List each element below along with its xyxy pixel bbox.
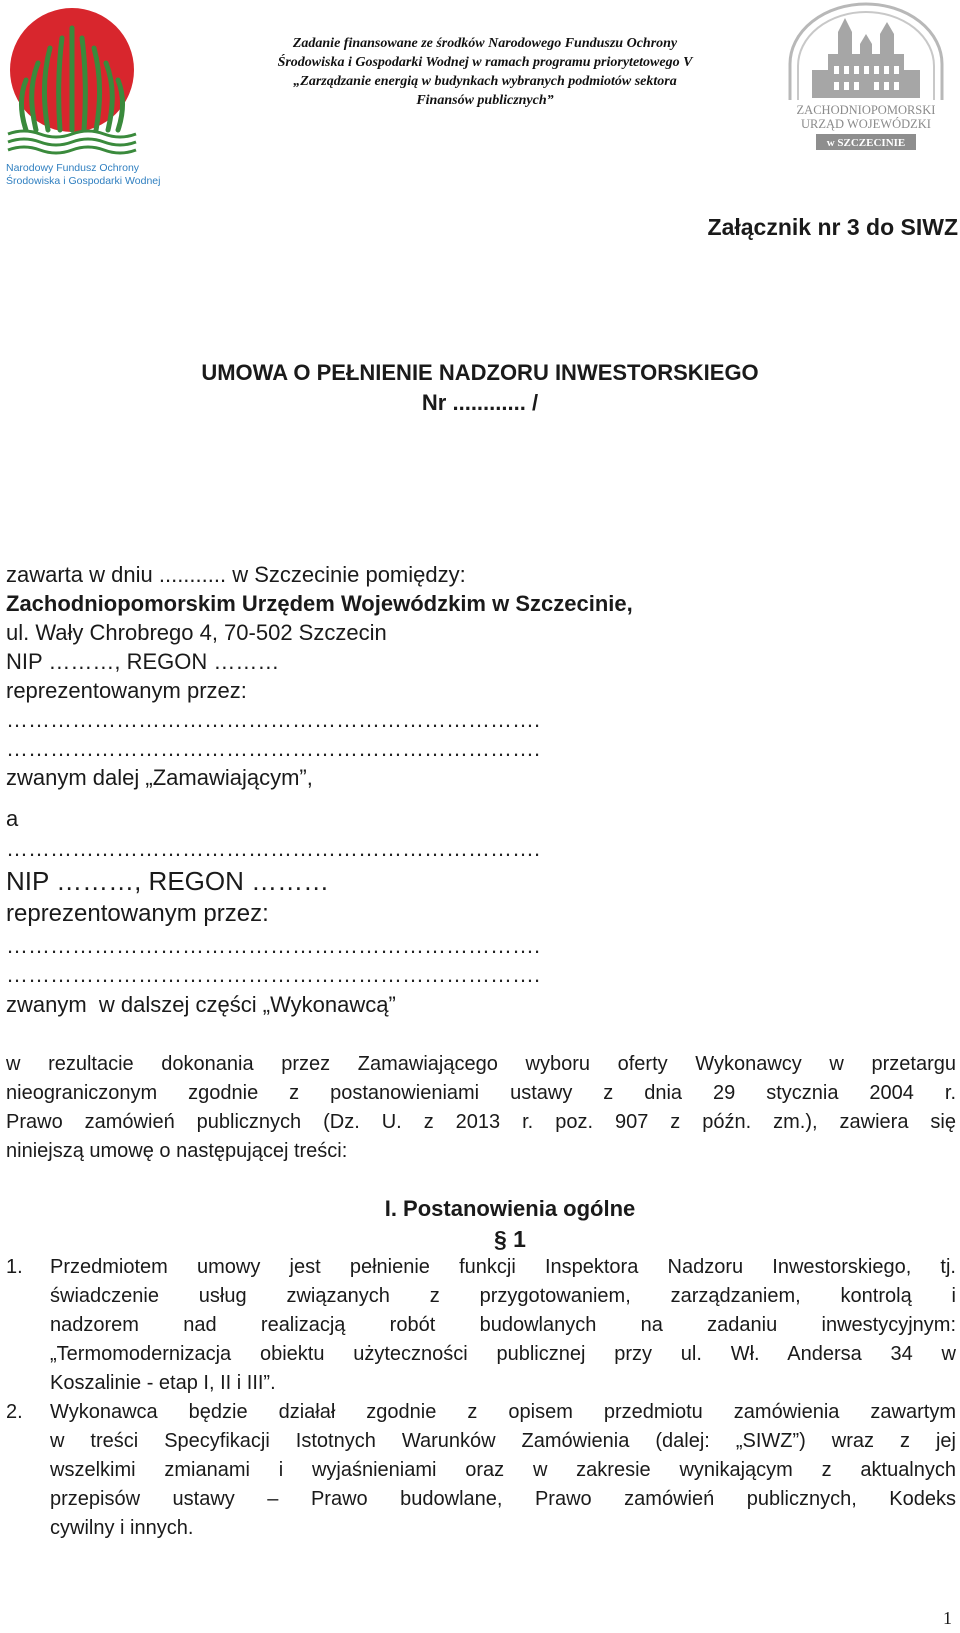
contractor-representative-blank: ………………………………………………………………. [6, 962, 541, 987]
orderer-represented-label: reprezentowanym przez: [6, 678, 247, 703]
preamble-line: w rezultacie dokonania przez Zamawiającego wyboru oferty Wykonawcy w przetargu [6, 1053, 956, 1075]
clause-line: świadczenie usług związanych z przygotowaniem, zarządzaniem, kontrolą i [50, 1285, 956, 1307]
clause-line: w treści Specyfikacji Istotnych Warunków Zamówienia (dalej: „SIWZ”) wraz z jej [50, 1430, 956, 1452]
svg-text:Narodowy Fundusz Ochrony: Narodowy Fundusz Ochrony [6, 162, 140, 174]
svg-text:URZĄD WOJEWÓDZKI: URZĄD WOJEWÓDZKI [801, 117, 931, 131]
item-number: 1. [6, 1256, 23, 1278]
orderer-designation: zwanym dalej „Zamawiającym”, [6, 765, 313, 790]
clause-line: przepisów ustawy – Prawo budowlane, Prawo zamówień publicznych, Kodeks [50, 1488, 956, 1510]
clause-item [50, 1398, 956, 1543]
page-number: 1 [943, 1608, 952, 1628]
contractor-designation: zwanym w dalszej części „Wykonawcą” [6, 992, 396, 1017]
item-number: 2. [6, 1401, 23, 1423]
clause-item [50, 1253, 956, 1398]
clause-line: Wykonawca będzie działał zgodnie z opisem przedmiotu zamówienia zawartym [50, 1401, 956, 1423]
clause-line: „Termomodernizacja obiektu użyteczności publicznej przy ul. Wł. Andersa 34 w [50, 1343, 956, 1365]
header-note-line: „Zarządzanie energią w budynkach wybranych podmiotów sektora [293, 74, 677, 89]
paragraph-sign: § 1 [494, 1226, 526, 1252]
clause-line: nadzorem nad realizacją robót budowlanych na zadaniu inwestycyjnym: [50, 1314, 956, 1336]
contractor-represented-label: reprezentowanym przez: [6, 900, 269, 927]
nfos-logo [4, 8, 161, 188]
contract-number: Nr ............ / [421, 390, 539, 415]
contractor-ids: NIP ………, REGON ……… [6, 866, 330, 896]
contract-title: UMOWA O PEŁNIENIE NADZORU INWESTORSKIEGO [201, 360, 759, 385]
orderer-name: Zachodniopomorskim Urzędem Wojewódzkim w Szczecinie, [6, 591, 633, 616]
zuw-logo [782, 4, 950, 154]
header-note-line: Środowiska i Gospodarki Wodnej w ramach programu priorytetowego V [277, 55, 693, 70]
contractor-name-blank: ………………………………………………………………. [6, 836, 541, 861]
svg-text:w SZCZECINIE: w SZCZECINIE [826, 137, 906, 149]
contractor-representative-blank: ………………………………………………………………. [6, 933, 541, 958]
svg-text:Środowiska i Gospodarki Wodnej: Środowiska i Gospodarki Wodnej [6, 175, 161, 187]
conjunction-and: a [6, 806, 19, 831]
orderer-representative-blank: ………………………………………………………………. [6, 736, 541, 761]
orderer-ids: NIP ………, REGON ……… [6, 649, 280, 674]
header-funding-note [215, 34, 755, 110]
nfos-emblem-icon [4, 8, 161, 188]
clause-line: cywilny i innych. [50, 1517, 194, 1539]
clause-line: Koszalinie - etap I, II i III”. [50, 1372, 276, 1394]
orderer-representative-blank: ………………………………………………………………. [6, 707, 541, 732]
header-note-line: Finansów publicznych” [416, 93, 554, 108]
preamble-line: nieograniczonym zgodnie z postanowieniami ustawy z dnia 29 stycznia 2004 r. [6, 1082, 956, 1104]
section-heading: I. Postanowienia ogólne [384, 1196, 636, 1221]
attachment-label: Załącznik nr 3 do SIWZ [707, 214, 958, 240]
preamble-line: niniejszą umowę o następującej treści: [6, 1140, 348, 1162]
preamble [6, 1050, 956, 1166]
contract-date-intro: zawarta w dniu ........... w Szczecinie pomiędzy: [6, 562, 466, 587]
orderer-address: ul. Wały Chrobrego 4, 70-502 Szczecin [6, 620, 387, 645]
zuw-castle-emblem-icon [782, 4, 950, 154]
header-note-line: Zadanie finansowane ze środków Narodowego Funduszu Ochrony [292, 36, 678, 51]
preamble-line: Prawo zamówień publicznych (Dz. U. z 2013 r. poz. 907 z późn. zm.), zawiera się [6, 1111, 956, 1133]
clause-line: Przedmiotem umowy jest pełnienie funkcji Inspektora Nadzoru Inwestorskiego, tj. [50, 1256, 956, 1278]
svg-text:ZACHODNIOPOMORSKI: ZACHODNIOPOMORSKI [796, 103, 936, 117]
clause-line: wszelkimi zmianami i wyjaśnieniami oraz w zakresie wynikającym z aktualnych [50, 1459, 956, 1481]
